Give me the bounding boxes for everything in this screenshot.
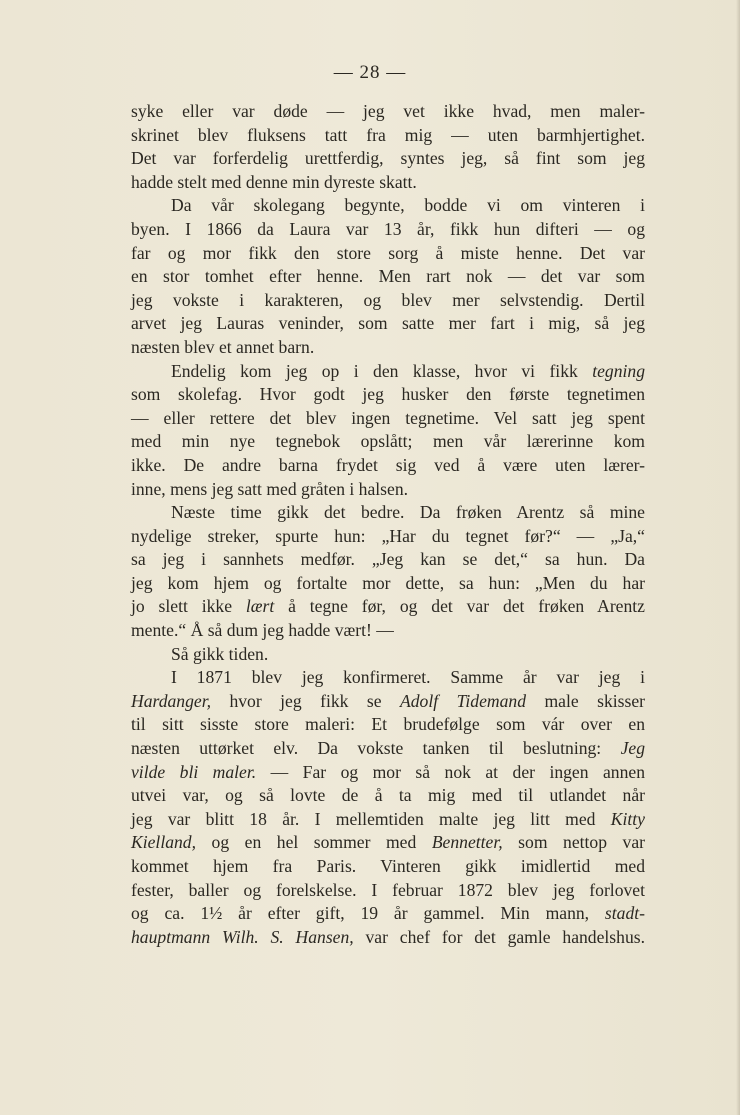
text-line: næsten uttørket elv. Da vokste tanken til beslutning: Jeg [131, 738, 645, 759]
text-line: nydelige streker, spurte hun: „Har du tegnet før?“ — „Ja,“ [131, 525, 645, 546]
page-edge-shadow [736, 0, 740, 1115]
text-line: jeg var blitt 18 år. I mellemtiden malte jeg litt med Kitty [131, 808, 645, 829]
text-line: Så gikk tiden. [171, 643, 269, 664]
text-line: kommet hjem fra Paris. Vinteren gikk imidlertid med [131, 856, 645, 876]
text-line: med min nye tegnebok opslått; men vår lærerinne kom [131, 431, 645, 452]
text-line: jo slett ikke lært å tegne før, og det var det frøken Arentz [131, 596, 645, 617]
text-line: jeg kom hjem og fortalte mor dette, sa hun: „Men du har [131, 572, 645, 593]
text-line: syke eller var døde — jeg vet ikke hvad, men maler- [131, 101, 645, 121]
text-line: — eller rettere det blev ingen tegnetime. Vel satt jeg spent [131, 407, 645, 428]
text-line: I 1871 blev jeg konfirmeret. Samme år var jeg i [171, 667, 645, 688]
text-line: til sitt sisste store maleri: Et brudefølge som vár over en [131, 714, 645, 735]
text-line: Næste time gikk det bedre. Da frøken Arentz så mine [171, 502, 645, 523]
text-line: Kielland, og en hel sommer med Bennetter, som nettop var [131, 832, 645, 853]
text-line: inne, mens jeg satt med gråten i halsen. [131, 478, 409, 499]
text-line: utvei var, og så lovte de å ta mig med til utlandet når [131, 785, 645, 806]
text-line: Hardanger, hvor jeg fikk se Adolf Tidemand male skisser [131, 690, 645, 711]
text-line: far og mor fikk den store sorg å miste henne. Det var [131, 242, 645, 263]
text-line: Da vår skolegang begynte, bodde vi om vinteren i [171, 195, 645, 216]
text-line: jeg vokste i karakteren, og blev mer selvstendig. Dertil [131, 289, 645, 310]
text-line: Endelig kom jeg op i den klasse, hvor vi fikk tegning [171, 360, 645, 381]
text-line: Det var forferdelig urettferdig, syntes jeg, så fint som jeg [131, 148, 645, 169]
text-line: og ca. 1½ år efter gift, 19 år gammel. Min mann, stadt- [131, 903, 645, 924]
text-line: hadde stelt med denne min dyreste skatt. [131, 171, 417, 192]
text-line: en stor tomhet efter henne. Men rart nok — det var som [131, 266, 645, 287]
text-line: skrinet blev fluksens tatt fra mig — uten barmhjertighet. [131, 124, 645, 145]
text-line: arvet jeg Lauras veninder, som satte mer fart i mig, så jeg [131, 313, 645, 334]
text-line: ikke. De andre barna frydet sig ved å være uten lærer- [131, 454, 645, 475]
text-line: mente.“ Å så dum jeg hadde vært! — [131, 620, 394, 641]
body-text [131, 100, 645, 949]
text-line: hauptmann Wilh. S. Hansen, var chef for det gamle handelshus. [131, 926, 645, 947]
text-line: vilde bli maler. — Far og mor så nok at der ingen annen [131, 761, 645, 782]
page-number: — 28 — [333, 62, 407, 83]
text-line: næsten blev et annet barn. [131, 336, 315, 357]
text-line: sa jeg i sannhets medfør. „Jeg kan se det,“ sa hun. Da [131, 549, 645, 570]
text-line: som skolefag. Hvor godt jeg husker den første tegnetimen [131, 384, 645, 405]
text-line: fester, baller og forelskelse. I februar 1872 blev jeg forlovet [131, 879, 645, 900]
text-line: byen. I 1866 da Laura var 13 år, fikk hun difteri — og [131, 218, 645, 239]
